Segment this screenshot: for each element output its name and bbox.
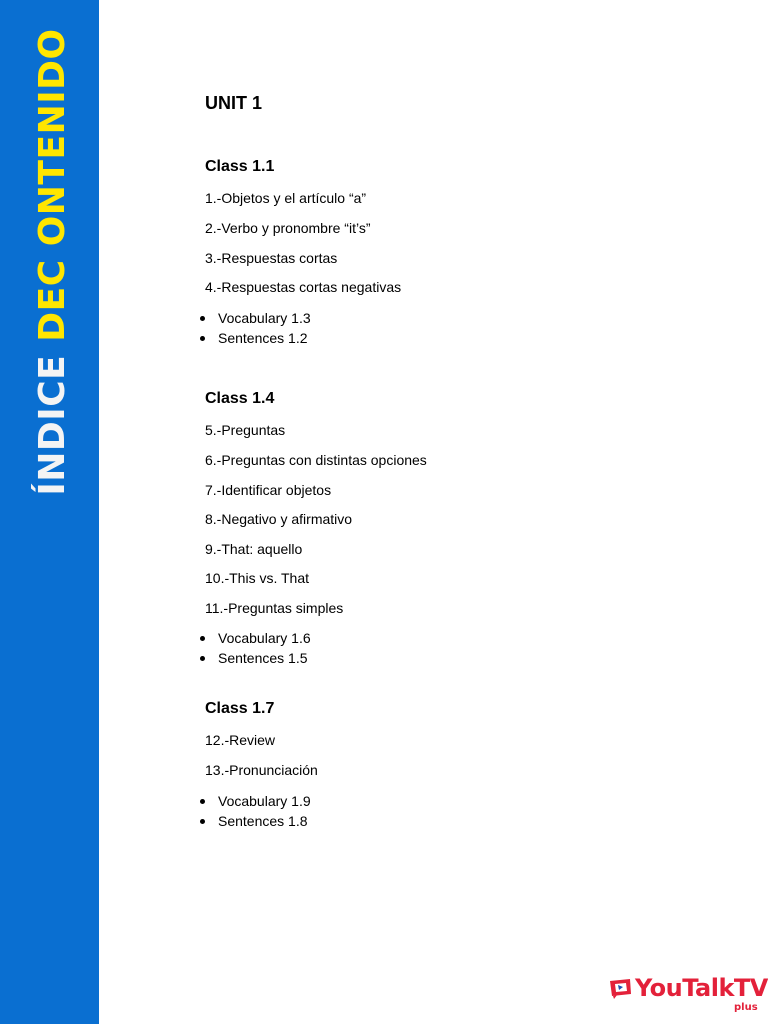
logo-plus: plus bbox=[734, 1002, 758, 1013]
tv-screen-icon bbox=[608, 978, 633, 1000]
bullet-icon bbox=[200, 336, 205, 341]
bullet-icon bbox=[200, 819, 205, 824]
bullet-item bbox=[200, 630, 311, 646]
class-heading: Class 1.1 bbox=[205, 158, 275, 175]
list-item: 8.-Negativo y afirmativo bbox=[205, 511, 353, 527]
list-item: 3.-Respuestas cortas bbox=[205, 250, 338, 266]
youtalk-tv-logo bbox=[608, 974, 768, 1016]
sidebar-title bbox=[32, 28, 73, 496]
logo-text-main: YouTalk bbox=[635, 974, 734, 1002]
class-heading: Class 1.7 bbox=[205, 700, 275, 717]
bullet-icon bbox=[200, 316, 205, 321]
bullet-label: Sentences 1.8 bbox=[218, 813, 308, 829]
bullet-label: Vocabulary 1.3 bbox=[218, 310, 311, 326]
list-item: 4.-Respuestas cortas negativas bbox=[205, 279, 402, 295]
bullet-icon bbox=[200, 636, 205, 641]
list-item: 9.-That: aquello bbox=[205, 541, 303, 557]
bullet-label: Sentences 1.2 bbox=[218, 330, 308, 346]
bullet-item bbox=[200, 793, 311, 809]
class-heading: Class 1.4 bbox=[205, 390, 275, 407]
sidebar-title-word1: ÍNDICE bbox=[32, 354, 73, 496]
list-item: 1.-Objetos y el artículo “a” bbox=[205, 190, 367, 206]
list-item: 5.-Preguntas bbox=[205, 422, 286, 438]
bullet-label: Vocabulary 1.6 bbox=[218, 630, 311, 646]
logo-text-tv: TV bbox=[733, 974, 768, 1002]
bullet-label: Vocabulary 1.9 bbox=[218, 793, 311, 809]
bullet-label: Sentences 1.5 bbox=[218, 650, 308, 666]
sidebar-title-word2: DEC ONTENIDO bbox=[32, 28, 73, 342]
list-item: 10.-This vs. That bbox=[205, 570, 310, 586]
bullet-item bbox=[200, 330, 308, 346]
logo-wordmark bbox=[635, 974, 768, 1002]
bullet-icon bbox=[200, 656, 205, 661]
list-item: 6.-Preguntas con distintas opciones bbox=[205, 452, 427, 468]
bullet-item bbox=[200, 813, 308, 829]
bullet-item bbox=[200, 310, 311, 326]
bullet-item bbox=[200, 650, 308, 666]
list-item: 7.-Identificar objetos bbox=[205, 482, 332, 498]
unit-title: UNIT 1 bbox=[205, 93, 263, 113]
list-item: 11.-Preguntas simples bbox=[205, 600, 344, 616]
list-item: 12.-Review bbox=[205, 732, 276, 748]
sidebar bbox=[0, 0, 99, 1024]
list-item: 13.-Pronunciación bbox=[205, 762, 318, 778]
bullet-icon bbox=[200, 799, 205, 804]
list-item: 2.-Verbo y pronombre “it’s” bbox=[205, 220, 371, 236]
